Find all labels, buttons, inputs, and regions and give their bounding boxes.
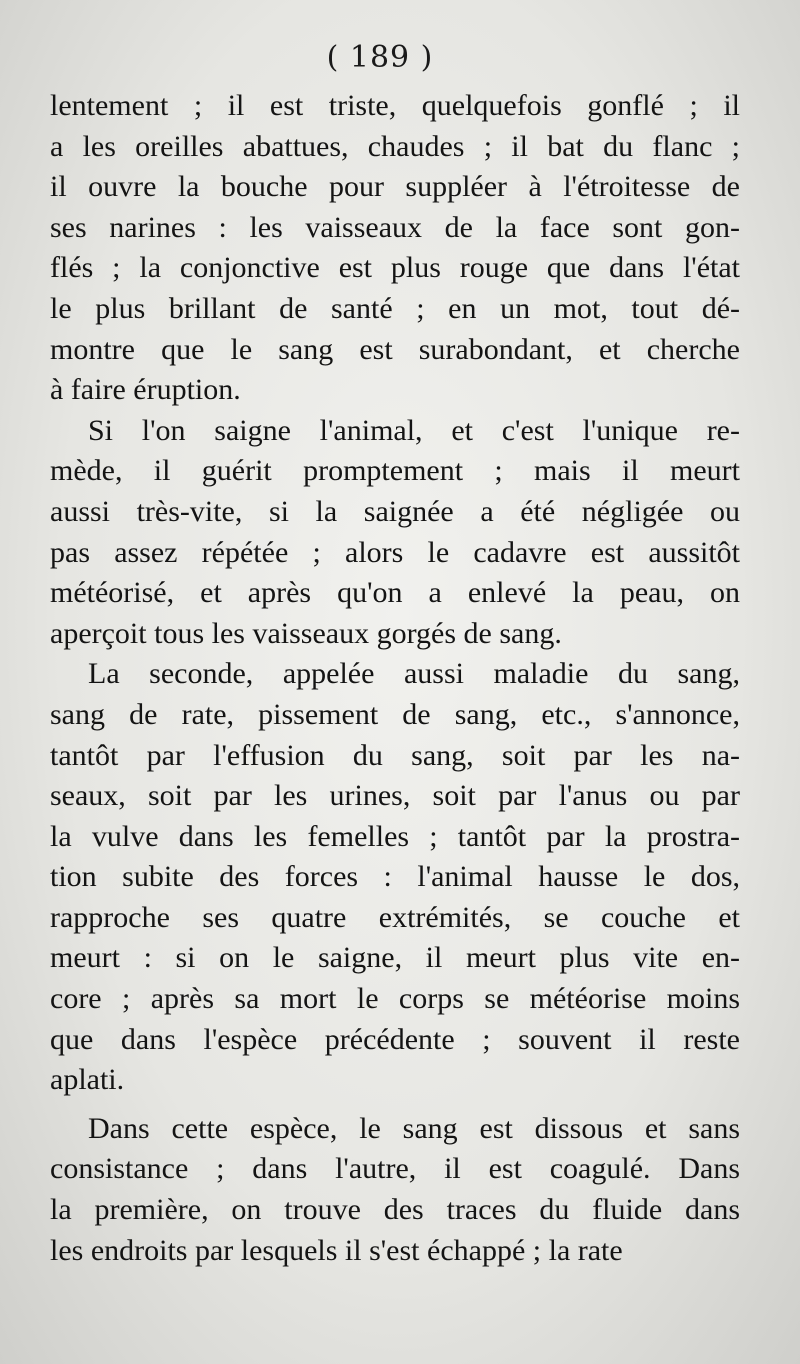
paragraph xyxy=(50,86,740,411)
text-line: que dans l'espèce précédente ; souvent il reste xyxy=(50,1022,740,1056)
body-text xyxy=(50,86,740,1271)
text-line: a les oreilles abattues, chaudes ; il bat du flanc ; xyxy=(50,129,740,163)
text-line: la vulve dans les femelles ; tantôt par la prostra- xyxy=(50,819,740,853)
text-line: consistance ; dans l'autre, il est coagulé. Dans xyxy=(50,1152,740,1186)
text-line: la première, on trouve des traces du fluide dans xyxy=(50,1193,740,1227)
text-line: flés ; la conjonctive est plus rouge que dans l'état xyxy=(50,251,740,285)
text-line: seaux, soit par les urines, soit par l'anus ou par xyxy=(50,779,740,813)
text-line: mède, il guérit promptement ; mais il meurt xyxy=(50,454,740,488)
paragraph xyxy=(50,1109,740,1271)
text-line: montre que le sang est surabondant, et cherche xyxy=(50,332,740,366)
text-line: La seconde, appelée aussi maladie du sang, xyxy=(88,657,740,691)
text-line: Si l'on saigne l'animal, et c'est l'unique re- xyxy=(88,413,740,447)
text-line: tantôt par l'effusion du sang, soit par les na- xyxy=(50,738,740,772)
paragraph xyxy=(50,654,740,1101)
text-line: il ouvre la bouche pour suppléer à l'étroitesse de xyxy=(50,170,740,204)
text-line: lentement ; il est triste, quelquefois gonflé ; il xyxy=(50,89,740,122)
text-line: ses narines : les vaisseaux de la face sont gon- xyxy=(50,210,740,244)
paragraph-gap xyxy=(50,1101,740,1109)
paragraph xyxy=(50,411,740,655)
text-line: meurt : si on le saigne, il meurt plus vite en- xyxy=(50,941,740,975)
text-line: les endroits par lesquels il s'est échappé ; la rate xyxy=(50,1233,623,1267)
text-line: aplati. xyxy=(50,1063,125,1097)
page-number: ( 189 ) xyxy=(326,40,434,75)
text-line: pas assez répétée ; alors le cadavre est aussitôt xyxy=(50,535,740,569)
text-line: aussi très-vite, si la saignée a été négligée ou xyxy=(50,494,740,528)
text-line: à faire éruption. xyxy=(50,373,241,407)
text-line: Dans cette espèce, le sang est dissous et sans xyxy=(88,1111,740,1145)
text-line: rapproche ses quatre extrémités, se couche et xyxy=(50,900,740,934)
text-line: sang de rate, pissement de sang, etc., s'annonce, xyxy=(50,697,740,731)
text-line: core ; après sa mort le corps se météorise moins xyxy=(50,982,740,1016)
text-line: aperçoit tous les vaisseaux gorgés de sang. xyxy=(50,616,562,650)
text-line: tion subite des forces : l'animal hausse le dos, xyxy=(50,860,740,894)
text-line: météorisé, et après qu'on a enlevé la peau, on xyxy=(50,576,740,610)
text-line: le plus brillant de santé ; en un mot, tout dé- xyxy=(50,291,740,325)
